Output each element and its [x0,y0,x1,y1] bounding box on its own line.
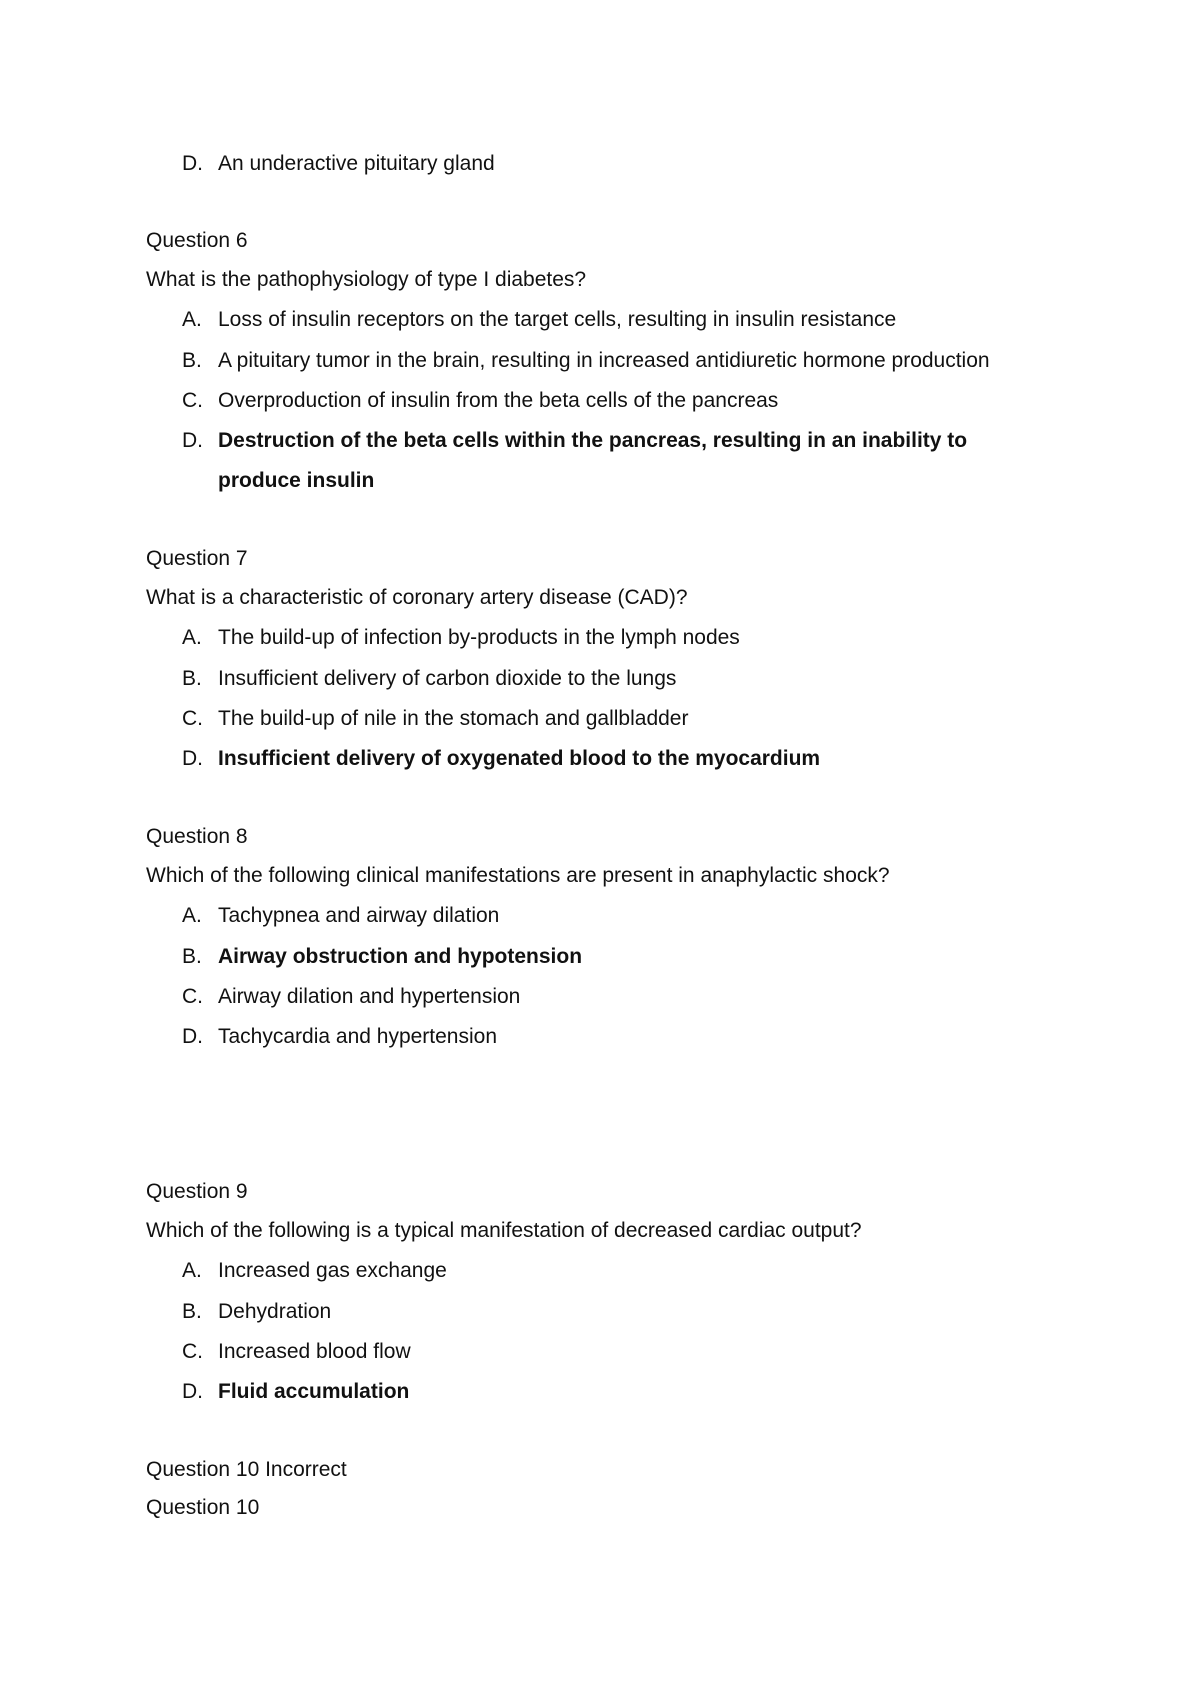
option-letter: B. [182,1300,202,1323]
question-status-line: Question 10 Incorrect [146,1458,347,1481]
option-text: Increased blood flow [218,1340,411,1363]
option-letter: D. [182,1380,203,1403]
question-heading: Question 6 [146,229,248,252]
option-text-correct: Destruction of the beta cells within the pancreas, resulting in an inability to [218,429,968,452]
option-text: Overproduction of insulin from the beta cells of the pancreas [218,389,779,412]
option-letter: D. [182,152,203,175]
option-text-correct: Airway obstruction and hypotension [218,945,583,968]
option-letter: A. [182,626,202,649]
option-letter: A. [182,1259,202,1282]
option-text: Tachycardia and hypertension [218,1025,498,1048]
option-text: An underactive pituitary gland [218,152,495,175]
option-letter: A. [182,308,202,331]
question-heading: Question 8 [146,825,248,848]
option-text-correct: Insufficient delivery of oxygenated blood to the myocardium [218,747,821,770]
option-letter: C. [182,985,203,1008]
option-text: Loss of insulin receptors on the target cells, resulting in insulin resistance [218,308,897,331]
option-text: Airway dilation and hypertension [218,985,521,1008]
option-letter: D. [182,429,203,452]
question-heading: Question 10 [146,1496,260,1519]
option-letter: B. [182,945,202,968]
option-letter: B. [182,349,202,372]
option-text: Insufficient delivery of carbon dioxide to the lungs [218,667,677,690]
option-text-continuation: produce insulin [218,469,375,492]
option-text: The build-up of nile in the stomach and gallbladder [218,707,689,730]
option-letter: C. [182,389,203,412]
question-heading: Question 7 [146,547,248,570]
option-letter: C. [182,707,203,730]
option-text: Dehydration [218,1300,332,1323]
question-text: What is a characteristic of coronary artery disease (CAD)? [146,586,688,609]
option-text: A pituitary tumor in the brain, resulting in increased antidiuretic hormone production [218,349,990,372]
option-text: The build-up of infection by-products in the lymph nodes [218,626,740,649]
option-letter: D. [182,1025,203,1048]
option-letter: D. [182,747,203,770]
option-text-correct: Fluid accumulation [218,1380,410,1403]
option-letter: C. [182,1340,203,1363]
question-text: Which of the following is a typical manifestation of decreased cardiac output? [146,1219,862,1242]
option-text: Tachypnea and airway dilation [218,904,500,927]
question-text: What is the pathophysiology of type I diabetes? [146,268,587,291]
option-text: Increased gas exchange [218,1259,447,1282]
question-heading: Question 9 [146,1180,248,1203]
question-text: Which of the following clinical manifestations are present in anaphylactic shock? [146,864,890,887]
option-letter: A. [182,904,202,927]
option-letter: B. [182,667,202,690]
